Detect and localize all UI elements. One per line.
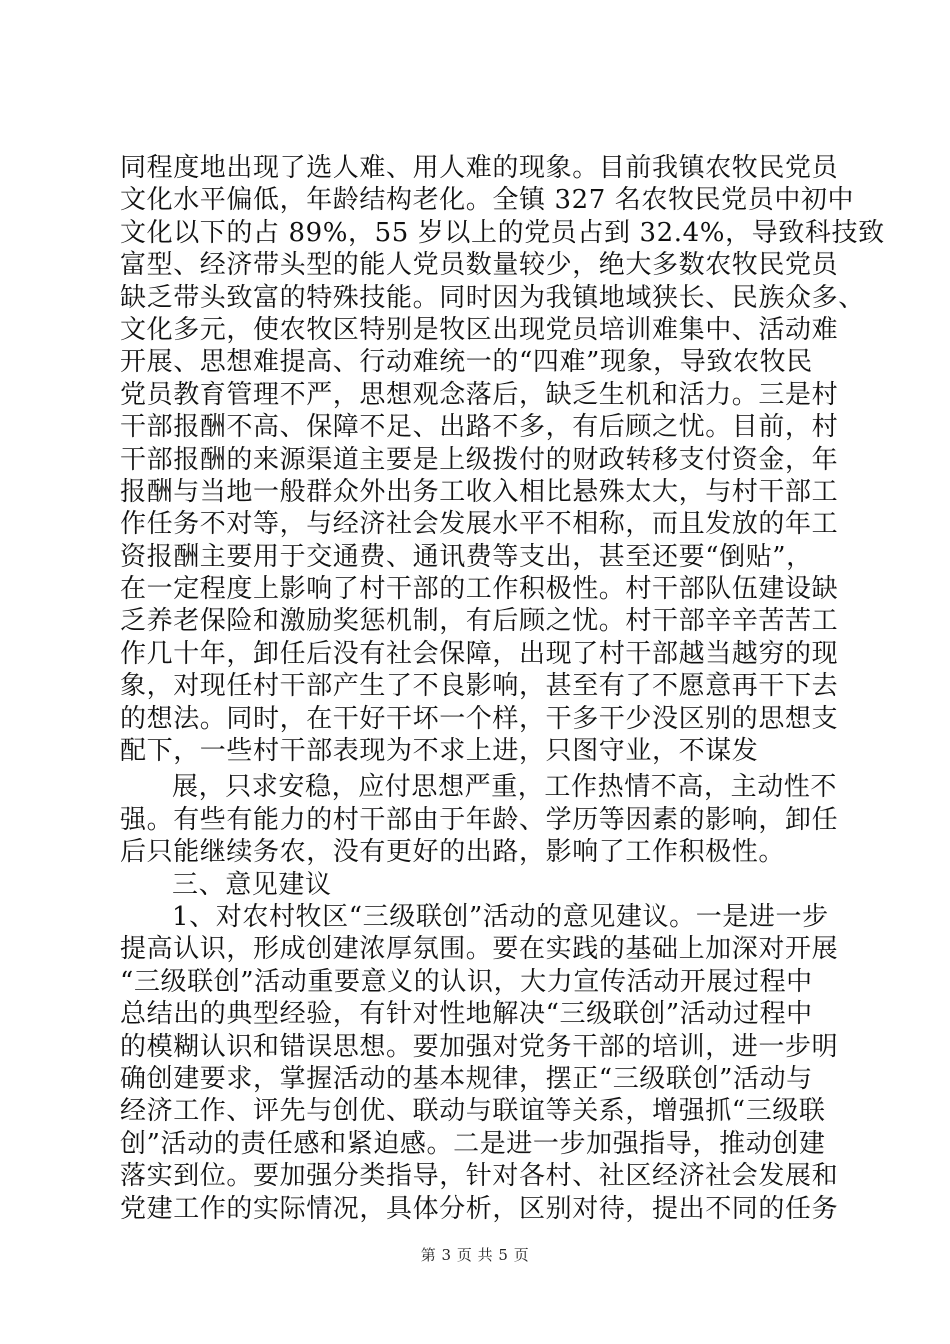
text-line-indented: 1、对农村牧区“三级联创”活动的意见建议。一是进一步 bbox=[172, 901, 829, 932]
text-line: 缺乏带头致富的特殊技能。同时因为我镇地域狭长、民族众多、 bbox=[120, 282, 865, 313]
text-line: 干部报酬不高、保障不足、出路不多，有后顾之忧。目前，村 bbox=[120, 412, 839, 443]
text-line: 确创建要求，掌握活动的基本规律，摆正“三级联创”活动与 bbox=[120, 1063, 813, 1094]
text-line: 总结出的典型经验，有针对性地解决“三级联创”活动过程中 bbox=[120, 999, 813, 1030]
text-line: 乏养老保险和激励奖惩机制，有后顾之忧。村干部辛辛苦苦工 bbox=[120, 606, 839, 637]
text-line: 配下，一些村干部表现为不求上进，只图守业，不谋发 bbox=[120, 736, 759, 767]
text-line: 在一定程度上影响了村干部的工作积极性。村干部队伍建设缺 bbox=[120, 574, 839, 605]
text-line: 经济工作、评先与创优、联动与联谊等关系，增强抓“三级联 bbox=[120, 1096, 826, 1127]
text-line: 资报酬主要用于交通费、通讯费等支出，甚至还要“倒贴”， bbox=[120, 541, 813, 572]
text-line: 象，对现任村干部产生了不良影响，甚至有了不愿意再干下去 bbox=[120, 671, 839, 702]
text-line: “三级联创”活动重要意义的认识，大力宣传活动开展过程中 bbox=[120, 966, 813, 997]
text-line: 的想法。同时，在干好干坏一个样，干多干少没区别的思想支 bbox=[120, 703, 839, 734]
text-line: 开展、思想难提高、行动难统一的“四难”现象，导致农牧民 bbox=[120, 347, 813, 378]
text-line-indented: 展，只求安稳，应付思想严重，工作热情不高，主动性不 bbox=[172, 772, 838, 803]
text-line: 的模糊认识和错误思想。要加强对党务干部的培训，进一步明 bbox=[120, 1031, 839, 1062]
text-line: 落实到位。要加强分类指导，针对各村、社区经济社会发展和 bbox=[120, 1161, 839, 1192]
text-line: 提高认识，形成创建浓厚氛围。要在实践的基础上加深对开展 bbox=[120, 934, 839, 965]
text-line: 文化以下的占 89%，55 岁以上的党员占到 32.4%，导致科技致 bbox=[120, 217, 885, 248]
text-line: 富型、经济带头型的能人党员数量较少，绝大多数农牧民党员 bbox=[120, 250, 839, 281]
text-line: 党建工作的实际情况，具体分析，区别对待，提出不同的任务 bbox=[120, 1193, 839, 1224]
text-line: 作几十年，卸任后没有社会保障，出现了村干部越当越穷的现 bbox=[120, 638, 839, 669]
text-line: 强。有些有能力的村干部由于年龄、学历等因素的影响，卸任 bbox=[120, 804, 839, 835]
text-line: 报酬与当地一般群众外出务工收入相比悬殊太大，与村干部工 bbox=[120, 476, 839, 507]
text-line: 后只能继续务农，没有更好的出路，影响了工作积极性。 bbox=[120, 837, 786, 868]
text-line: 干部报酬的来源渠道主要是上级拨付的财政转移支付资金，年 bbox=[120, 444, 839, 475]
text-line: 党员教育管理不严，思想观念落后，缺乏生机和活力。三是村 bbox=[120, 379, 839, 410]
text-line: 作任务不对等，与经济社会发展水平不相称，而且发放的年工 bbox=[120, 509, 839, 540]
text-line: 同程度地出现了选人难、用人难的现象。目前我镇农牧民党员 bbox=[120, 153, 839, 183]
document-body bbox=[120, 152, 885, 1225]
section-heading: 三、意见建议 bbox=[172, 869, 332, 900]
page-number-footer: 第 3 页 共 5 页 bbox=[420, 1246, 530, 1264]
text-line: 创”活动的责任感和紧迫感。二是进一步加强指导，推动创建 bbox=[120, 1128, 826, 1159]
text-line: 文化多元，使农牧区特别是牧区出现党员培训难集中、活动难 bbox=[120, 314, 839, 345]
text-line: 文化水平偏低，年龄结构老化。全镇 327 名农牧民党员中初中 bbox=[120, 185, 855, 216]
